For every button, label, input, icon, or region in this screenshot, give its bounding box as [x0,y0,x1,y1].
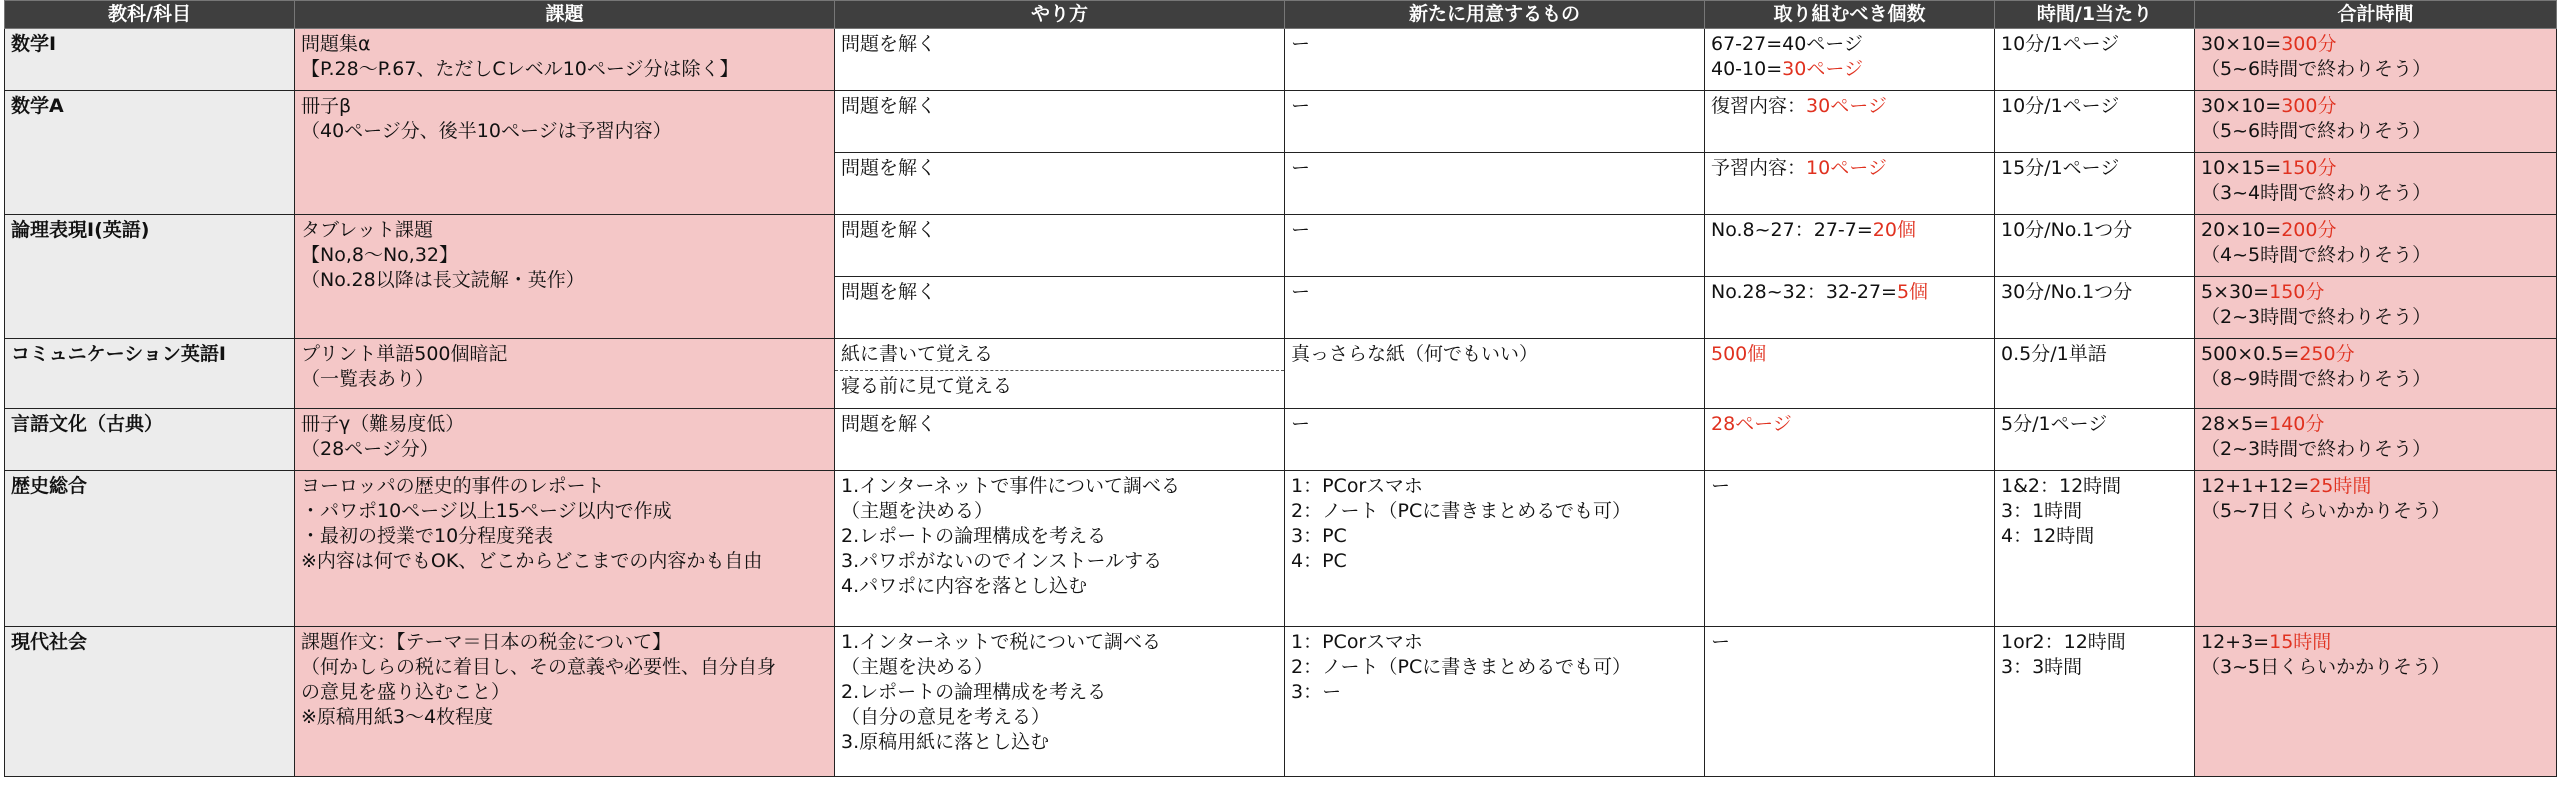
material-line: 3：PC [1291,525,1347,547]
total-prefix: 28×5= [2201,413,2270,435]
task-line: 【No,8～No,32】 [301,244,459,266]
method-cell[interactable] [835,627,1285,777]
material-line: 2：ノート（PCに書きまとめるでも可） [1291,500,1632,522]
time-per-cell[interactable] [1995,627,2195,777]
total-note: （4~5時間で終わりそう） [2201,244,2432,266]
total-prefix: 30×10= [2201,95,2282,117]
method-line: 4.パワポに内容を落とし込む [841,575,1088,597]
materials-cell[interactable]: ー [1285,91,1705,153]
row-history [5,471,2557,627]
total-prefix: 12+1+12= [2201,475,2310,497]
material-line: 4：PC [1291,550,1347,572]
total-note: （2~3時間で終わりそう） [2201,306,2432,328]
count-cell[interactable] [1705,409,1995,471]
header-method: やり方 [835,1,1285,29]
material-line: 2：ノート（PCに書きまとめるでも可） [1291,656,1632,678]
task-line: の意見を盛り込むこと） [301,681,511,703]
subject-cell[interactable]: 数学A [5,91,295,215]
count-line [1711,57,1988,82]
time-line: 4：12時間 [2001,525,2095,547]
time-line: 3：3時間 [2001,656,2083,678]
method-cell[interactable]: 問題を解く [835,215,1285,277]
count-cell[interactable]: ー [1705,627,1995,777]
task-line: プリント単語500個暗記 [301,343,508,365]
header-task: 課題 [295,1,835,29]
task-line: （一覧表あり） [301,368,435,390]
method-line: 1.インターネットで税について調べる [841,631,1162,653]
materials-cell[interactable]: 真っさらな紙（何でもいい） [1285,339,1705,409]
total-time-cell[interactable] [2195,153,2557,215]
method-line: 3.原稿用紙に落とし込む [841,731,1050,753]
method-line: （主題を決める） [841,656,994,678]
method-cell[interactable] [835,471,1285,627]
total-note: （5~6時間で終わりそう） [2201,120,2432,142]
count-prefix: No.8~27：27-7= [1711,219,1873,241]
total-formula [2201,342,2550,367]
total-note: （2~3時間で終わりそう） [2201,438,2432,460]
materials-cell[interactable]: ー [1285,215,1705,277]
time-per-cell[interactable] [1995,471,2195,627]
method-line: 寝る前に見て覚える [841,375,1013,397]
total-formula [2201,630,2550,655]
subject-cell[interactable]: 言語文化（古典） [5,409,295,471]
method-cell[interactable]: 問題を解く [835,409,1285,471]
time-line: 3：1時間 [2001,500,2083,522]
method-line: 3.パワポがないのでインストールする [841,550,1163,572]
time-line: 1&2：12時間 [2001,475,2122,497]
total-time-cell[interactable] [2195,409,2557,471]
count-prefix: 予習内容： [1711,157,1807,179]
task-line: （28ページ分） [301,438,439,460]
count-prefix: No.28~32：32-27= [1711,281,1897,303]
total-note: （3~4時間で終わりそう） [2201,182,2432,204]
header-subject: 教科/科目 [5,1,295,29]
total-prefix: 12+3= [2201,631,2270,653]
task-line: ※内容は何でもOK、どこからどこまでの内容かも自由 [301,550,763,572]
total-time-cell[interactable] [2195,339,2557,409]
method-line: （主題を決める） [841,500,994,522]
task-cell[interactable] [295,409,835,471]
task-line: （No.28以降は長文読解・英作） [301,269,585,291]
total-time-cell[interactable] [2195,215,2557,277]
method-line: 2.レポートの論理構成を考える [841,525,1107,547]
method-line: 紙に書いて覚える [835,339,1284,371]
total-time-cell[interactable] [2195,471,2557,627]
count-cell[interactable] [1705,277,1995,339]
row-english-logic-1 [5,215,2557,277]
total-time-cell[interactable] [2195,627,2557,777]
count-cell[interactable] [1705,29,1995,91]
time-line: 1or2：12時間 [2001,631,2126,653]
method-cell[interactable]: 問題を解く [835,277,1285,339]
total-highlight: 150分 [2269,281,2325,303]
count-highlight: 500個 [1711,343,1767,365]
material-line: 1：PCorスマホ [1291,631,1423,653]
total-time-cell[interactable] [2195,91,2557,153]
materials-cell[interactable]: ー [1285,29,1705,91]
method-line: 1.インターネットで事件について調べる [841,475,1181,497]
row-mathA-1 [5,91,2557,153]
total-highlight: 25時間 [2309,475,2372,497]
total-highlight: 250分 [2299,343,2355,365]
count-highlight: 10ページ [1806,157,1887,179]
task-line: 冊子γ（難易度低） [301,413,465,435]
method-line: （自分の意見を考える） [841,706,1051,728]
subject-cell[interactable]: 数学Ⅰ [5,29,295,91]
header-time-per: 時間/1当たり [1995,1,2195,29]
task-line: ・パワポ10ページ以上15ページ以内で作成 [301,500,672,522]
material-line: 1：PCorスマホ [1291,475,1423,497]
total-time-cell[interactable] [2195,29,2557,91]
task-cell[interactable] [295,215,835,339]
total-highlight: 200分 [2281,219,2337,241]
header-total-time: 合計時間 [2195,1,2557,29]
task-line: （40ページ分、後半10ページは予習内容） [301,120,672,142]
materials-cell[interactable]: ー [1285,277,1705,339]
row-math1 [5,29,2557,91]
total-prefix: 10×15= [2201,157,2282,179]
total-prefix: 30×10= [2201,33,2282,55]
time-per-cell[interactable]: 0.5分/1単語 [1995,339,2195,409]
method-cell[interactable]: 問題を解く [835,153,1285,215]
count-highlight: 30ページ [1806,95,1887,117]
materials-cell[interactable]: ー [1285,409,1705,471]
total-note: （5~6時間で終わりそう） [2201,58,2432,80]
count-highlight: 28ページ [1711,413,1792,435]
total-formula [2201,474,2550,499]
total-highlight: 15時間 [2269,631,2332,653]
task-cell[interactable] [295,627,835,777]
task-line: タブレット課題 [301,219,434,241]
total-formula [2201,412,2550,437]
total-highlight: 300分 [2281,95,2337,117]
row-society [5,627,2557,777]
total-prefix: 500×0.5= [2201,343,2300,365]
time-per-cell[interactable]: 5分/1ページ [1995,409,2195,471]
count-cell[interactable] [1705,339,1995,409]
total-formula [2201,218,2550,243]
task-cell[interactable] [295,471,835,627]
total-note: （5~7日くらいかかりそう） [2201,500,2451,522]
task-line: ※原稿用紙3～4枚程度 [301,706,494,728]
row-comm-english [5,339,2557,409]
materials-cell[interactable] [1285,627,1705,777]
materials-cell[interactable] [1285,471,1705,627]
total-formula [2201,280,2550,305]
count-cell[interactable] [1705,215,1995,277]
count-highlight: 5個 [1896,281,1929,303]
row-classics [5,409,2557,471]
total-formula [2201,94,2550,119]
count-cell[interactable]: ー [1705,471,1995,627]
total-note: （8~9時間で終わりそう） [2201,368,2432,390]
method-cell[interactable]: 問題を解く [835,29,1285,91]
header-row [5,1,2557,29]
total-prefix: 20×10= [2201,219,2282,241]
time-per-cell[interactable]: 15分/1ページ [1995,153,2195,215]
count-cell[interactable] [1705,153,1995,215]
material-line: 3：ー [1291,681,1342,703]
task-cell[interactable] [295,29,835,91]
time-per-cell[interactable]: 10分/No.1つ分 [1995,215,2195,277]
count-line: 67-27=40ページ [1711,33,1863,55]
total-prefix: 5×30= [2201,281,2270,303]
task-cell[interactable] [295,91,835,215]
method-cell[interactable]: 問題を解く [835,91,1285,153]
task-cell[interactable] [295,339,835,409]
count-prefix: 40-10= [1711,58,1783,80]
total-time-cell[interactable] [2195,277,2557,339]
subject-cell[interactable]: 論理表現Ⅰ(英語) [5,215,295,339]
count-prefix: 復習内容： [1711,95,1807,117]
header-count: 取り組むべき個数 [1705,1,1995,29]
total-note: （3~5日くらいかかりそう） [2201,656,2451,678]
subject-cell[interactable]: 歴史総合 [5,471,295,627]
time-per-cell[interactable]: 10分/1ページ [1995,91,2195,153]
total-formula [2201,156,2550,181]
task-line: 課題作文：【テーマ＝日本の税金について】 [301,631,672,653]
subject-cell[interactable]: コミュニケーション英語Ⅰ [5,339,295,409]
total-highlight: 150分 [2281,157,2337,179]
total-formula [2201,32,2550,57]
task-line: 問題集α [301,33,371,55]
subject-cell[interactable]: 現代社会 [5,627,295,777]
time-per-cell[interactable]: 10分/1ページ [1995,29,2195,91]
task-line: 【P.28～P.67、ただしCレベル10ページ分は除く】 [301,58,739,80]
time-per-cell[interactable]: 30分/No.1つ分 [1995,277,2195,339]
materials-cell[interactable]: ー [1285,153,1705,215]
task-line: （何かしらの税に着目し、その意義や必要性、自分自身 [301,656,777,678]
task-line: 冊子β [301,95,352,117]
task-line: ・最初の授業で10分程度発表 [301,525,554,547]
total-highlight: 140分 [2269,413,2325,435]
method-cell[interactable] [835,339,1285,409]
assignment-table [4,0,2557,777]
count-cell[interactable] [1705,91,1995,153]
method-line: 2.レポートの論理構成を考える [841,681,1107,703]
total-highlight: 300分 [2281,33,2337,55]
task-line: ヨーロッパの歴史的事件のレポート [301,475,605,497]
header-materials: 新たに用意するもの [1285,1,1705,29]
count-highlight: 30ページ [1782,58,1863,80]
count-highlight: 20個 [1872,219,1916,241]
